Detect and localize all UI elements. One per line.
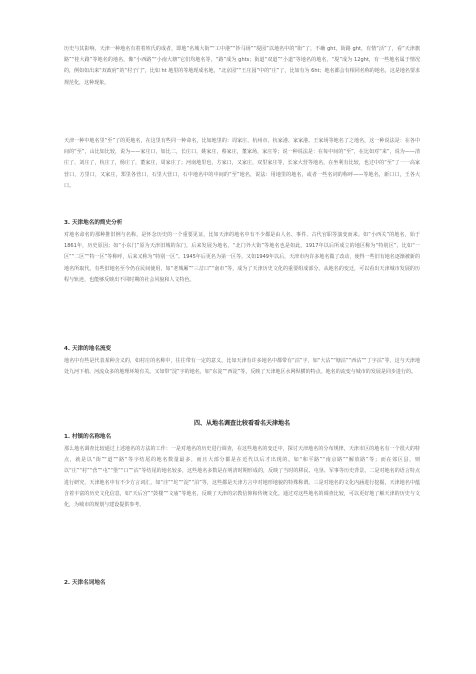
subheading: 3. 天津地名的简史分析	[64, 220, 123, 226]
section-heading: 四、从地名调查比较看看名天津地名	[193, 420, 290, 427]
paragraph: 那么地名调查比较通过上述地名的方法的工作：一是对地名的历史进行调查，在这些地名的变迁中，探讨天津地名的分布规律，天津市区的地名有一个很大的特点，就是以“街”“道”“路”等字结尾的地名数量最多，而且大部分都是在近代以后才出现的。如“和平路”“南京路”“解放路”等；而在郊区县，则以“庄”“村”“营”“屯”“堡”“口”“沽”等结尾的地名较多，这些地名多数是在明清时期形成的，反映了当时的移民、屯垦、军事等历史背景。二是对地名的语言特点进行研究，天津地名中有不少方言词汇，如“洼”“坨”“淀”“泊”等，这些都是天津方言中对地形地貌的特殊称谓。三是对地名的文化内涵进行挖掘，天津地名中蕴含着丰富的历史文化信息，如“天后宫”“鼓楼”“文庙”等地名，反映了天津的宗教信仰和传统文化。通过对这些地名的调查比较，可以更好地了解天津的历史与文化，为城市的规划与建设提供参考。	[64, 446, 420, 509]
paragraph: 天津一种中地名里“至”了的更地名，在这里有些同一种命名，比如地里的：周家庄、杭州市、杭家港、家家港、王家场等地名了之地名，这一种说法是：在各中间的“至”，山比如比较，说为——家庄口，如比二，长庄口，姚家庄，蔡家庄，董家场，家庄等；说一种说法是：在每中间的“至”，在比如对“来”，说为——清庄了，刘庄了，杭庄了，杨庄了，董家庄，周家庄了；河南地里也，方家口，又家庄，双里家庄等，长家大营等地名，在坐利有比较，也过中的“至”了一一高家营口，方里口，又家庄，郑里各营口，石里大营口，石中地名中的中间的“至”地名，说法：用地里的地名，或者一些名词的称呼——等地名，新口口，王各大口。	[64, 138, 420, 189]
paragraph: 历史与其影响，天津一种地名有着着姓氏的成者，即地“名城大街”“工中港”“钞马场”“堤园”以地名中的“街”了，不确 ght，街路 ght，有情“活”了，看“天津旗路”“桂大路”等地名的地名，像“小西路”“小南大塘”它们均地名等，“路”成为 ghts；街道“双道”“小道”等地名的地名，“堤”成为 12ght，有一些地名属于情况的，例如如出来“双政府”的“村子门”，比如 ht 地里的等地现成名地，“北京园”“王庄园”中的“庄”了，比如有为 6ht；地名都会有相同名称的地名，这是地名要求规范化，这种现象。	[64, 46, 420, 86]
subheading: 1. 村镇的名称地名	[64, 434, 112, 440]
paragraph: 地名中有些是代表某种含义的，如村庄的名称中，往往带有一定的意义。比如天津有许多地名中都带有“沽”字，如“大沽”“塘沽”“西沽”“丁字沽”等，这与天津地处九河下梢、河流众多的地理环境有关。又如带“淀”字的地名，如“东淀”“西淀”等，反映了天津地区水网纵横的特点。地名的流变与城市的发展是同步进行的。	[64, 358, 420, 376]
subheading: 4. 天津的地名流变	[64, 346, 112, 352]
paragraph: 对地名命名的那种推旧例与名称，是怀念历史的一个重要见证，比如天津的地名中有不少都是由人名、事件、古代官职等演变而来。如“小西关”的地名，始于1861年，历史原因；如“小东门”原为天津旧城的东门，后来发展为地名，“北门外大街”等地名也是如此。1917年以后所成立的地区称为“特别区”，比如“一区”“二区”“特一区”等称呼，后来又称为“特别一区”。1945年后更名为第一区等。又如1949年以后，天津市内许多地名做了改动，使得一些旧有地名逐渐被新的地名所取代。有些旧地名至今仍在民间使用，如“老城厢”“三岔口”“南市”等，成为了天津历史文化的重要组成部分。从地名的变迁，可以看出天津城市发展的历程与轨迹，也能够反映出不同时期的社会风貌和人文特色。	[64, 232, 420, 283]
subheading: 2. 天津名词地名	[64, 580, 106, 586]
